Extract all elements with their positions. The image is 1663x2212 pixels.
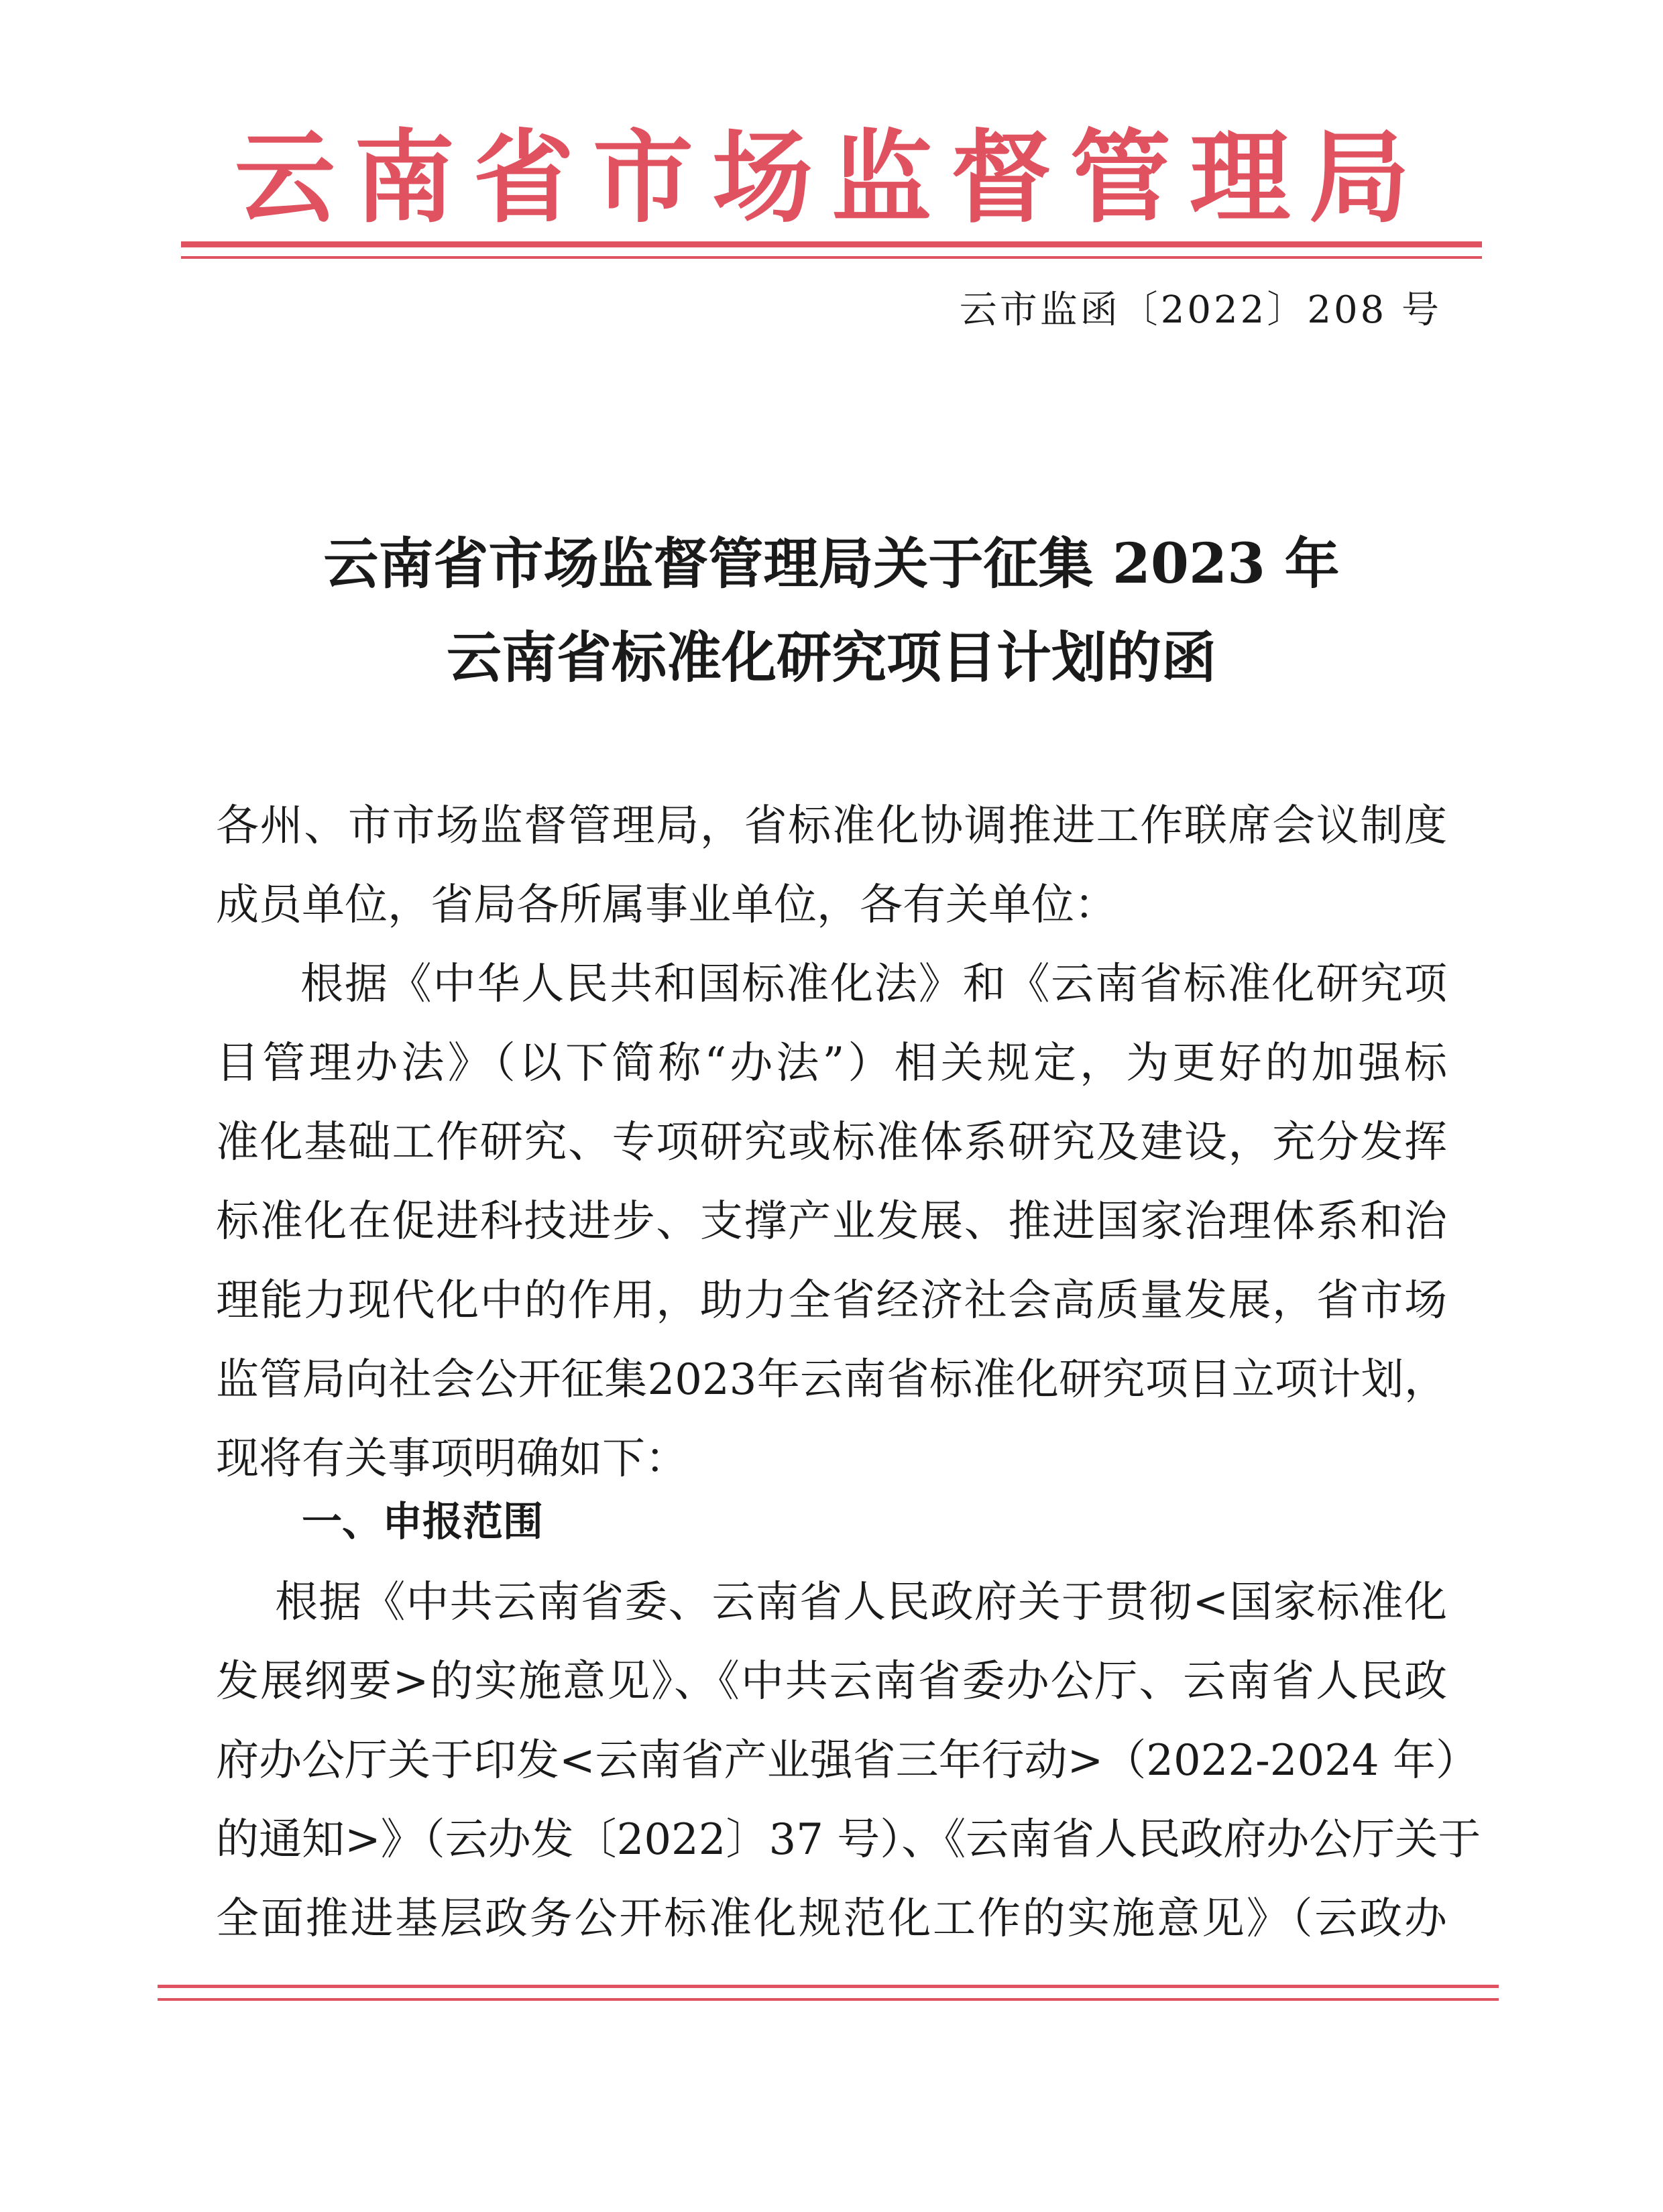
- paragraph-1-line-2: 目管理办法》（以下简称“办法”）相关规定，为更好的加强标: [216, 1039, 1447, 1088]
- document-title-line-1: 云南省市场监督管理局关于征集 2023 年: [323, 532, 1340, 596]
- paragraph-2-line-4: 的通知>》（云办发〔2022〕37 号）、《云南省人民政府办公厅关于: [216, 1815, 1481, 1865]
- paragraph-2-line-1: 根据《中共云南省委、云南省人民政府关于贯彻<国家标准化: [275, 1578, 1447, 1627]
- paragraph-1-line-7: 现将有关事项明确如下：: [216, 1434, 688, 1484]
- footer-rule-2: [158, 1998, 1499, 2001]
- agency-letterhead: 云南省市场监督管理局: [234, 119, 1428, 237]
- footer-rule-1: [158, 1985, 1499, 1988]
- paragraph-1-line-6: 监管局向社会公开征集2023年云南省标准化研究项目立项计划，: [216, 1355, 1447, 1405]
- paragraph-1-line-3: 准化基础工作研究、专项研究或标准体系研究及建设，充分发挥: [216, 1118, 1447, 1167]
- paragraph-2-line-2: 发展纲要>的实施意见》、《中共云南省委办公厅、云南省人民政: [216, 1657, 1447, 1706]
- document-title-line-2: 云南省标准化研究项目计划的函: [446, 626, 1216, 690]
- paragraph-2-line-5: 全面推进基层政务公开标准化规范化工作的实施意见》（云政办: [216, 1894, 1447, 1944]
- recipients-line-2: 成员单位，省局各所属事业单位，各有关单位：: [216, 880, 1117, 930]
- section-1-heading: 一、申报范围: [302, 1499, 543, 1546]
- document-number: 云市监函〔2022〕208 号: [959, 288, 1442, 332]
- paragraph-1-line-5: 理能力现代化中的作用，助力全省经济社会高质量发展，省市场: [216, 1276, 1447, 1326]
- paragraph-2-line-3: 府办公厅关于印发<云南省产业强省三年行动>（2022-2024 年）: [216, 1736, 1479, 1786]
- paragraph-1-line-4: 标准化在促进科技进步、支撑产业发展、推进国家治理体系和治: [216, 1197, 1447, 1246]
- recipients-line-1: 各州、市市场监督管理局，省标准化协调推进工作联席会议制度: [216, 801, 1447, 851]
- letterhead-rule-thick: [181, 241, 1482, 247]
- paragraph-1-line-1: 根据《中华人民共和国标准化法》和《云南省标准化研究项: [300, 959, 1447, 1009]
- letterhead-rule-thin: [181, 256, 1482, 259]
